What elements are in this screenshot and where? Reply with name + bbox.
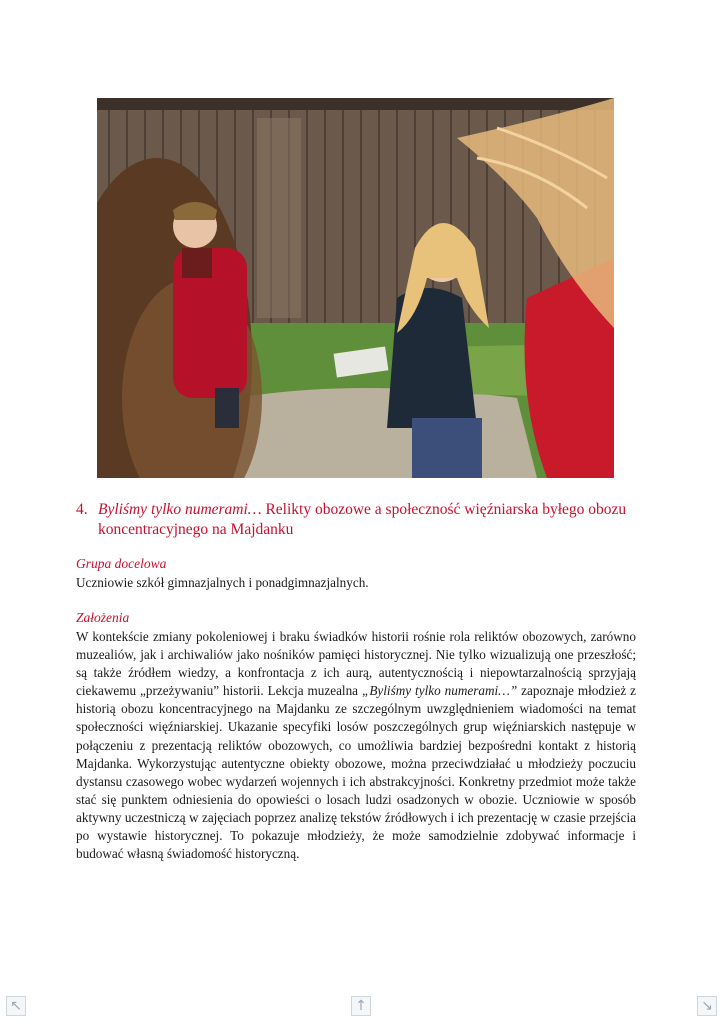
assumptions-text-after: zapoznaje młodzież z historią obozu koncentracyjnego na Majdanku ze szczególnym uwzględnieniem wiadomości na temat społeczności więźniarskiej. Ukazanie specyfiki losów poszczególnych grup więźniarskich następuje w połączeniu z prezentacją reliktów obozowych, co umożliwia bardziej bezpośredni kontakt z historią Majdanka. Wykorzystując autentyczne obiekty obozowe, można przeciwdziałać u młodzieży poczuciu dystansu czasowego wobec wydarzeń wojennych i ich abstrakcyjności. Konkretny przedmiot może także stać się punktem odniesienia do opowieści o losach ludzi osadzonych w obozie. Uczniowie w sposób aktywny uczestniczą w zajęciach poprzez analizę tekstów źródłowych i ich prezentację w czasie przejścia po wystawie historycznej. To pokazuje młodzieży, że może samodzielnie zdobywać informacje i budować własną świadomość historyczną.	[76, 683, 636, 862]
arrow-up-left-icon[interactable]: ↖	[6, 996, 26, 1016]
section-title-rest: Relikty obozowe a społeczność więźniarska byłego obozu koncentracyjnego na Majdanku	[98, 501, 627, 538]
section-title-italic: Byliśmy tylko numerami…	[98, 501, 262, 518]
section-number: 4.	[76, 501, 88, 518]
assumptions-text-before: W kontekście zmiany pokoleniowej i braku świadków historii rośnie rola reliktów obozowych, zarówno muzealiów, jak i archiwaliów jako nośników pamięci historycznej. Nie tylko wizualizują one przeszłość; są także źródłem wiedzy, a konfrontacja z ich aurą, autentycznością i niepowtarzalnością sprzyjają ciekawemu „przeżywaniu” historii. Lekcja muzealna	[76, 629, 636, 699]
target-group-text	[76, 574, 636, 592]
section-title	[98, 500, 646, 540]
assumptions-label: Założenia	[76, 610, 130, 625]
arrow-up-icon[interactable]: ↑	[351, 996, 371, 1016]
lesson-title: „Byliśmy tylko numerami…”	[362, 683, 518, 699]
target-group-paragraph: Uczniowie szkół gimnazjalnych i ponadgimnazjalnych.	[76, 575, 369, 590]
photo-students-reading	[97, 98, 614, 478]
assumptions-paragraph	[76, 628, 636, 863]
target-group-label: Grupa docelowa	[76, 556, 167, 571]
arrow-down-right-icon[interactable]: ↘	[697, 996, 717, 1016]
section-heading	[76, 500, 646, 540]
assumptions-text	[76, 628, 636, 863]
